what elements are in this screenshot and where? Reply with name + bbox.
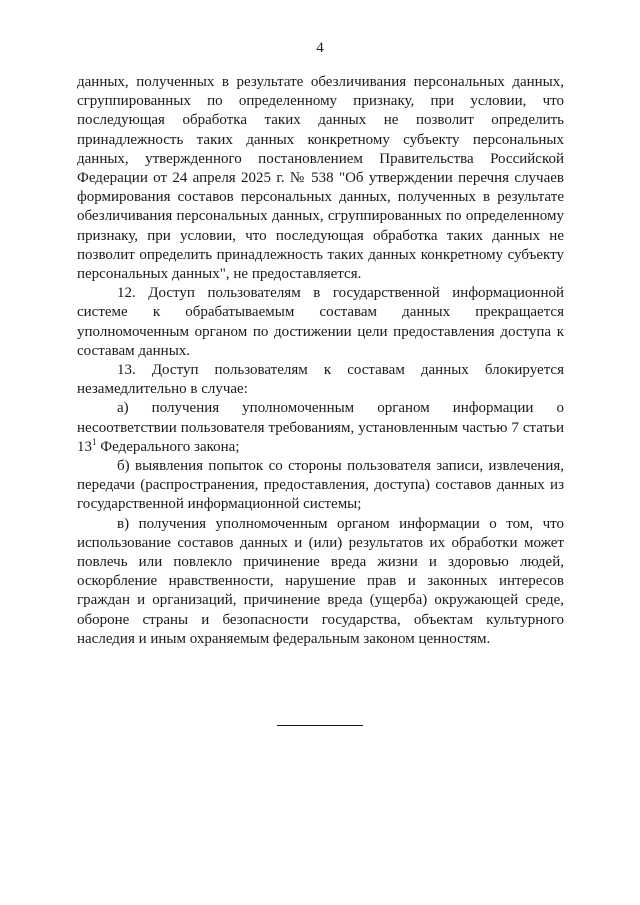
paragraph-item-13a-text: а) получения уполномоченным органом информации о несоответствии пользователя требованиям, установленным частью 7 статьи 13 <box>77 400 564 455</box>
end-separator-line <box>277 725 363 726</box>
paragraph-item-13b: б) выявления попыток со стороны пользователя записи, извлечения, передачи (распространения, предоставления, доступа) составов данных из государственной информационной системы; <box>77 458 564 513</box>
paragraph-item-12: 12. Доступ пользователям в государственной информационной системе к обрабатываемым составам данных прекращается уполномоченным органом по достижении цели предоставления доступа к составам данных. <box>77 285 564 359</box>
page-number: 4 <box>316 40 324 56</box>
paragraph-item-13c: в) получения уполномоченным органом информации о том, что использование составов данных и (или) результатов их обработки может повлечь или повлекло причинение вреда жизни и здоровью людей, оскорбление нравственности, нарушение прав и законных интересов граждан и организаций, причинение вреда (ущерба) окружающей среде, обороне страны и безопасности государства, объектам культурного наследия и иным охраняемым федеральным законом ценностям. <box>77 515 564 647</box>
paragraph-item-13a-text-end: Федерального закона; <box>96 438 240 455</box>
document-body <box>77 73 564 649</box>
paragraph-continuation: данных, полученных в результате обезличивания персональных данных, сгруппированных по определенному признаку, при условии, что последующая обработка таких данных не позволит определить принадлежность таких данных конкретному субъекту персональных данных, утвержденного постановлением Правительства Российской Федерации от 24 апреля 2025 г. № 538 "Об утверждении перечня случаев формирования составов персональных данных, полученных в результате обезличивания персональных данных, сгруппированных по определенному признаку, при условии, что последующая обработка таких данных не позволит определить принадлежность таких данных конкретному субъекту персональных данных", не предоставляется. <box>77 74 564 283</box>
paragraph-item-13a <box>77 399 564 457</box>
paragraph-item-13: 13. Доступ пользователям к составам данных блокируется незамедлительно в случае: <box>77 362 564 398</box>
superscript-article-number: 1 <box>92 436 97 447</box>
